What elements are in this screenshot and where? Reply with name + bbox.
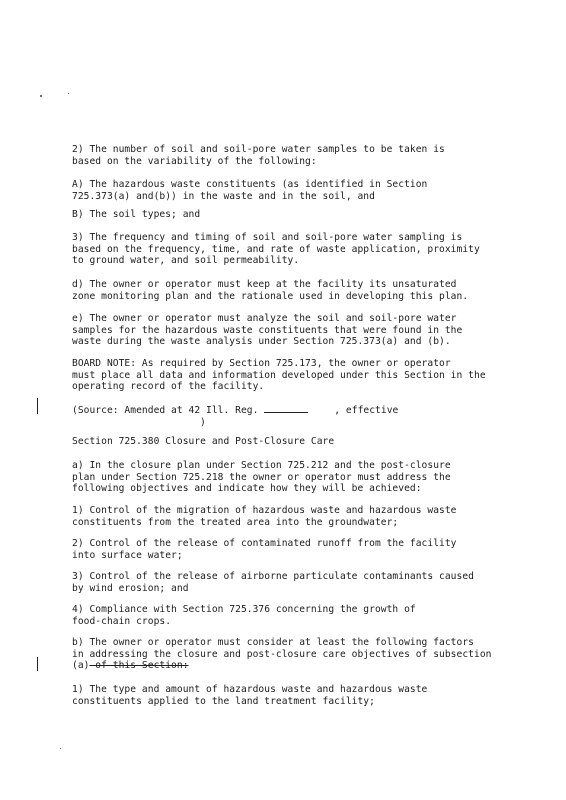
text-line: based on the frequency, time, and rate of waste application, proximity <box>72 243 480 255</box>
text-line: 725.373(a) and(b)) in the waste and in the soil, and <box>72 190 375 202</box>
text-line: plan under Section 725.218 the owner or operator must address the <box>72 471 451 483</box>
text-line: B) The soil types; and <box>72 209 201 220</box>
text-line: food-chain crops. <box>72 615 172 627</box>
text-line: by wind erosion; and <box>72 582 189 594</box>
text-line: waste during the waste analysis under Section 725.373(a) and (b). <box>72 336 451 347</box>
text-line: 2) The number of soil and soil-pore water samples to be taken is <box>72 144 445 155</box>
text-line: to ground water, and soil permeability. <box>72 255 300 266</box>
text-line: zone monitoring plan and the rationale used in developing this plan. <box>72 290 469 302</box>
struck-text: of this Section: <box>89 660 189 671</box>
scan-speck <box>60 748 61 749</box>
board-note <box>72 358 504 393</box>
text-line: samples for the hazardous waste constituents that were found in the <box>72 324 463 336</box>
text-line: 2) Control of the release of contaminated runoff from the facility <box>72 538 457 549</box>
text-line: 1) Control of the migration of hazardous waste and hazardous waste <box>72 505 457 516</box>
blank-line <box>264 404 308 413</box>
source-suffix: , effective <box>334 405 399 416</box>
text-line: must place all data and information developed under this Section in the <box>72 369 486 381</box>
source-note <box>72 404 504 428</box>
text-line: 3) Control of the release of airborne particulate contaminants caused <box>72 571 474 582</box>
text-line: a) In the closure plan under Section 725.212 and the post-closure <box>72 460 451 471</box>
paragraph-d-monitoring-plan <box>72 279 504 302</box>
paragraph-b-soil-types <box>72 209 504 221</box>
text-line: A) The hazardous waste constituents (as identified in Section <box>72 179 428 190</box>
text-line: 1) The type and amount of hazardous waste and hazardous waste <box>72 684 428 695</box>
paragraph-3-frequency <box>72 232 504 267</box>
paragraph-a-closure-plan <box>72 460 504 495</box>
revision-bar <box>37 398 38 414</box>
text-line: 3) The frequency and timing of soil and soil-pore water sampling is <box>72 232 463 243</box>
source-line-1 <box>72 404 504 417</box>
text-line: e) The owner or operator must analyze the soil and soil-pore water <box>72 313 457 324</box>
paragraph-2-runoff <box>72 538 504 561</box>
text-line: BOARD NOTE: As required by Section 725.173, the owner or operator <box>72 358 451 369</box>
scan-speck <box>68 93 69 94</box>
paragraph-a-constituents <box>72 179 504 202</box>
text-line: in addressing the closure and post-closure care objectives of subsection <box>72 648 492 660</box>
source-prefix: (Source: Amended at 42 Ill. Reg. <box>72 405 265 416</box>
source-line-2 <box>72 417 504 429</box>
source-close-paren: ) <box>200 416 206 428</box>
revision-bar <box>37 657 38 671</box>
text-line: into surface water; <box>72 549 183 561</box>
text-line: operating record of the facility. <box>72 381 265 392</box>
paragraph-3-airborne <box>72 571 504 594</box>
paragraph-1-migration <box>72 505 504 528</box>
subsection-ref: (a) <box>72 660 90 671</box>
text-line: b) The owner or operator must consider at least the following factors <box>72 637 474 648</box>
section-title: Section 725.380 Closure and Post-Closure Care <box>72 436 335 447</box>
paragraph-1-type-amount <box>72 684 504 707</box>
paragraph-4-food-chain <box>72 604 504 627</box>
section-heading <box>72 436 504 448</box>
text-line: based on the variability of the following: <box>72 155 317 167</box>
text-line: following objectives and indicate how they will be achieved: <box>72 483 422 494</box>
paragraph-b-factors <box>72 637 504 672</box>
text-line: d) The owner or operator must keep at the facility its unsaturated <box>72 279 457 290</box>
scan-speck <box>40 95 42 97</box>
text-line: constituents applied to the land treatment facility; <box>72 695 375 707</box>
text-line: constituents from the treated area into the groundwater; <box>72 516 399 528</box>
text-line: 4) Compliance with Section 725.376 concerning the growth of <box>72 604 416 615</box>
text-line <box>72 660 504 672</box>
paragraph-2-samples <box>72 144 504 167</box>
paragraph-e-analysis <box>72 313 504 348</box>
blank-space <box>72 417 200 425</box>
